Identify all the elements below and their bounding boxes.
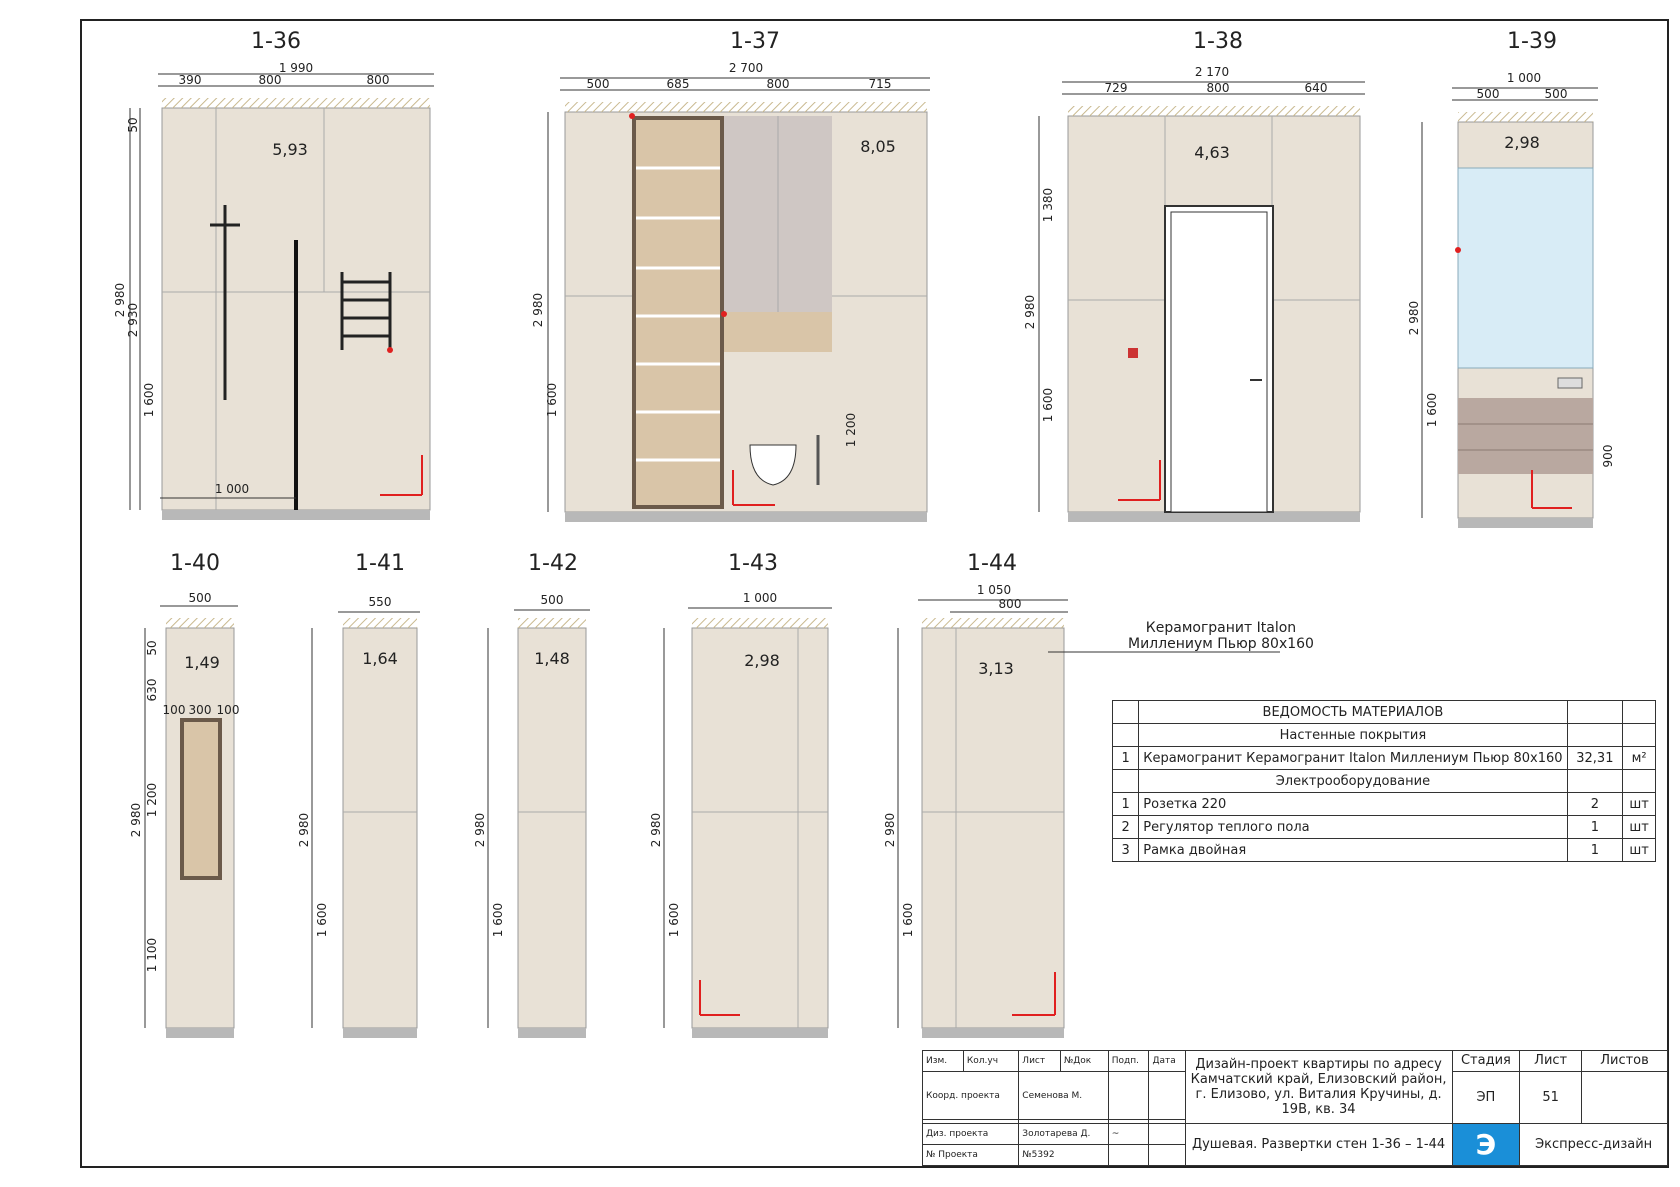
dim-seg: 800 (766, 77, 790, 91)
dim-height: 1 600 (667, 902, 681, 938)
area-1-41: 1,64 (362, 649, 398, 668)
dim-height: 1 200 (844, 412, 858, 448)
dim-seg: 640 (1304, 81, 1328, 95)
wall-1-42 (518, 618, 586, 1038)
dim-seg: 685 (666, 77, 690, 91)
dim-height: 1 600 (901, 902, 915, 938)
dim-total-1-43: 1 000 (742, 591, 778, 605)
area-1-43: 2,98 (744, 651, 780, 670)
title-1-37: 1-37 (730, 29, 780, 54)
wall-1-43 (692, 618, 828, 1038)
dim-height: 1 100 (145, 937, 159, 973)
dim-height: 2 980 (531, 292, 545, 328)
dim-seg: 390 (178, 73, 202, 87)
dim-seg: 800 (366, 73, 390, 87)
dim-seg: 715 (868, 77, 892, 91)
dim-total-1-38: 2 170 (1194, 65, 1230, 79)
floor-heating-regulator (1128, 348, 1138, 358)
dim-seg: 800 (1206, 81, 1230, 95)
table-row: 1 Розетка 220 2 шт (1113, 793, 1656, 816)
dim-height: 2 980 (473, 812, 487, 848)
title-1-43: 1-43 (728, 551, 778, 576)
title-block: Изм. Кол.уч Лист №Док Подп. Дата Дизайн-проект квартиры по адресу Камчатский край, Елизовский район, г. Елизово, ул. Виталия Кручины, д. 19В, кв. 34 Стадия Лист Листов Коорд. проекта Семенова М. ЭП 51 Диз. проекта Золотарева Д. ~ Душевая. Развертки стен 1-36 – 1-44 Э Экспресс-дизайн № Проекта №5392 (922, 1050, 1668, 1170)
dim-niche: 100 (162, 703, 186, 717)
double-socket (1558, 378, 1582, 388)
dim-height: 2 980 (1023, 294, 1037, 330)
dim-total-1-41: 550 (368, 595, 392, 609)
dim-height: 2 980 (297, 812, 311, 848)
dim-height: 2 980 (129, 802, 143, 838)
title-1-41: 1-41 (355, 551, 405, 576)
dim-total-1-44: 1 050 (976, 583, 1012, 597)
table-row: 2 Регулятор теплого пола 1 шт (1113, 816, 1656, 839)
dim-bottom-1-36: 1 000 (214, 482, 250, 496)
dim-seg: 800 (998, 597, 1022, 611)
area-1-39: 2,98 (1504, 133, 1540, 152)
dim-height: 1 600 (491, 902, 505, 938)
materials-title: ВЕДОМОСТЬ МАТЕРИАЛОВ (1139, 701, 1567, 724)
title-1-40: 1-40 (170, 551, 220, 576)
project-address: Дизайн-проект квартиры по адресу Камчатский край, Елизовский район, г. Елизово, ул. Виталия Кручины, д. 19В, кв. 34 (1185, 1051, 1452, 1124)
dim-total-1-39: 1 000 (1506, 71, 1542, 85)
wall-1-38 (1068, 106, 1360, 522)
sheet-title: Душевая. Развертки стен 1-36 – 1-44 (1185, 1124, 1452, 1166)
dim-height: 900 (1601, 444, 1615, 468)
area-1-37: 8,05 (860, 137, 896, 156)
dim-height: 1 600 (545, 382, 559, 418)
dim-niche: 100 (216, 703, 240, 717)
title-1-39: 1-39 (1507, 29, 1557, 54)
dim-height: 2 980 (883, 812, 897, 848)
dim-height: 2 980 (649, 812, 663, 848)
area-1-40: 1,49 (184, 653, 220, 672)
callout-line-1: Керамогранит Italon (1145, 620, 1297, 636)
materials-table (1112, 700, 1656, 862)
dim-total-1-37: 2 700 (728, 61, 764, 75)
dim-height: 2 980 (113, 282, 127, 318)
wall-1-40 (166, 618, 234, 1038)
wall-1-37 (565, 102, 927, 522)
dim-seg: 500 (1476, 87, 1500, 101)
signature: ~ (1108, 1124, 1149, 1145)
dim-height: 1 200 (145, 782, 159, 818)
area-1-44: 3,13 (978, 659, 1014, 678)
title-1-44: 1-44 (967, 551, 1017, 576)
dim-seg: 500 (1544, 87, 1568, 101)
dim-niche: 300 (188, 703, 212, 717)
wall-1-39 (1455, 112, 1593, 528)
dim-seg: 729 (1104, 81, 1128, 95)
title-1-36: 1-36 (251, 29, 301, 54)
dim-height: 50 (126, 117, 140, 133)
dim-height: 50 (145, 640, 159, 656)
dim-height: 630 (145, 678, 159, 702)
wall-1-41 (343, 618, 417, 1038)
table-row: 3 Рамка двойная 1 шт (1113, 839, 1656, 862)
dim-seg: 500 (586, 77, 610, 91)
material-callout (1128, 620, 1314, 652)
dim-height: 1 600 (142, 382, 156, 418)
dim-height: 2 930 (126, 302, 140, 338)
area-1-42: 1,48 (534, 649, 570, 668)
dim-height: 2 980 (1407, 300, 1421, 336)
title-1-38: 1-38 (1193, 29, 1243, 54)
title-1-42: 1-42 (528, 551, 578, 576)
table-row: 1 Керамогранит Керамогранит Italon Миллениум Пьюр 80x160 32,31 м² (1113, 747, 1656, 770)
vanity (1458, 398, 1593, 474)
area-1-38: 4,63 (1194, 143, 1230, 162)
materials-section: Электрооборудование (1139, 770, 1567, 793)
callout-line-2: Миллениум Пьюр 80x160 (1128, 636, 1314, 652)
dim-height: 1 600 (315, 902, 329, 938)
dim-height: 1 600 (1425, 392, 1439, 428)
company-name: Экспресс-дизайн (1520, 1124, 1668, 1166)
materials-section: Настенные покрытия (1139, 724, 1567, 747)
dim-height: 1 380 (1041, 187, 1055, 223)
dim-total-1-40: 500 (188, 591, 212, 605)
mirror (1458, 168, 1593, 368)
area-1-36: 5,93 (272, 140, 308, 159)
dim-total-1-36: 1 990 (278, 61, 314, 75)
dim-seg: 800 (258, 73, 282, 87)
dim-total-1-42: 500 (540, 593, 564, 607)
company-logo: Э (1452, 1124, 1520, 1166)
dim-height: 1 600 (1041, 387, 1055, 423)
wall-1-36 (160, 98, 430, 520)
